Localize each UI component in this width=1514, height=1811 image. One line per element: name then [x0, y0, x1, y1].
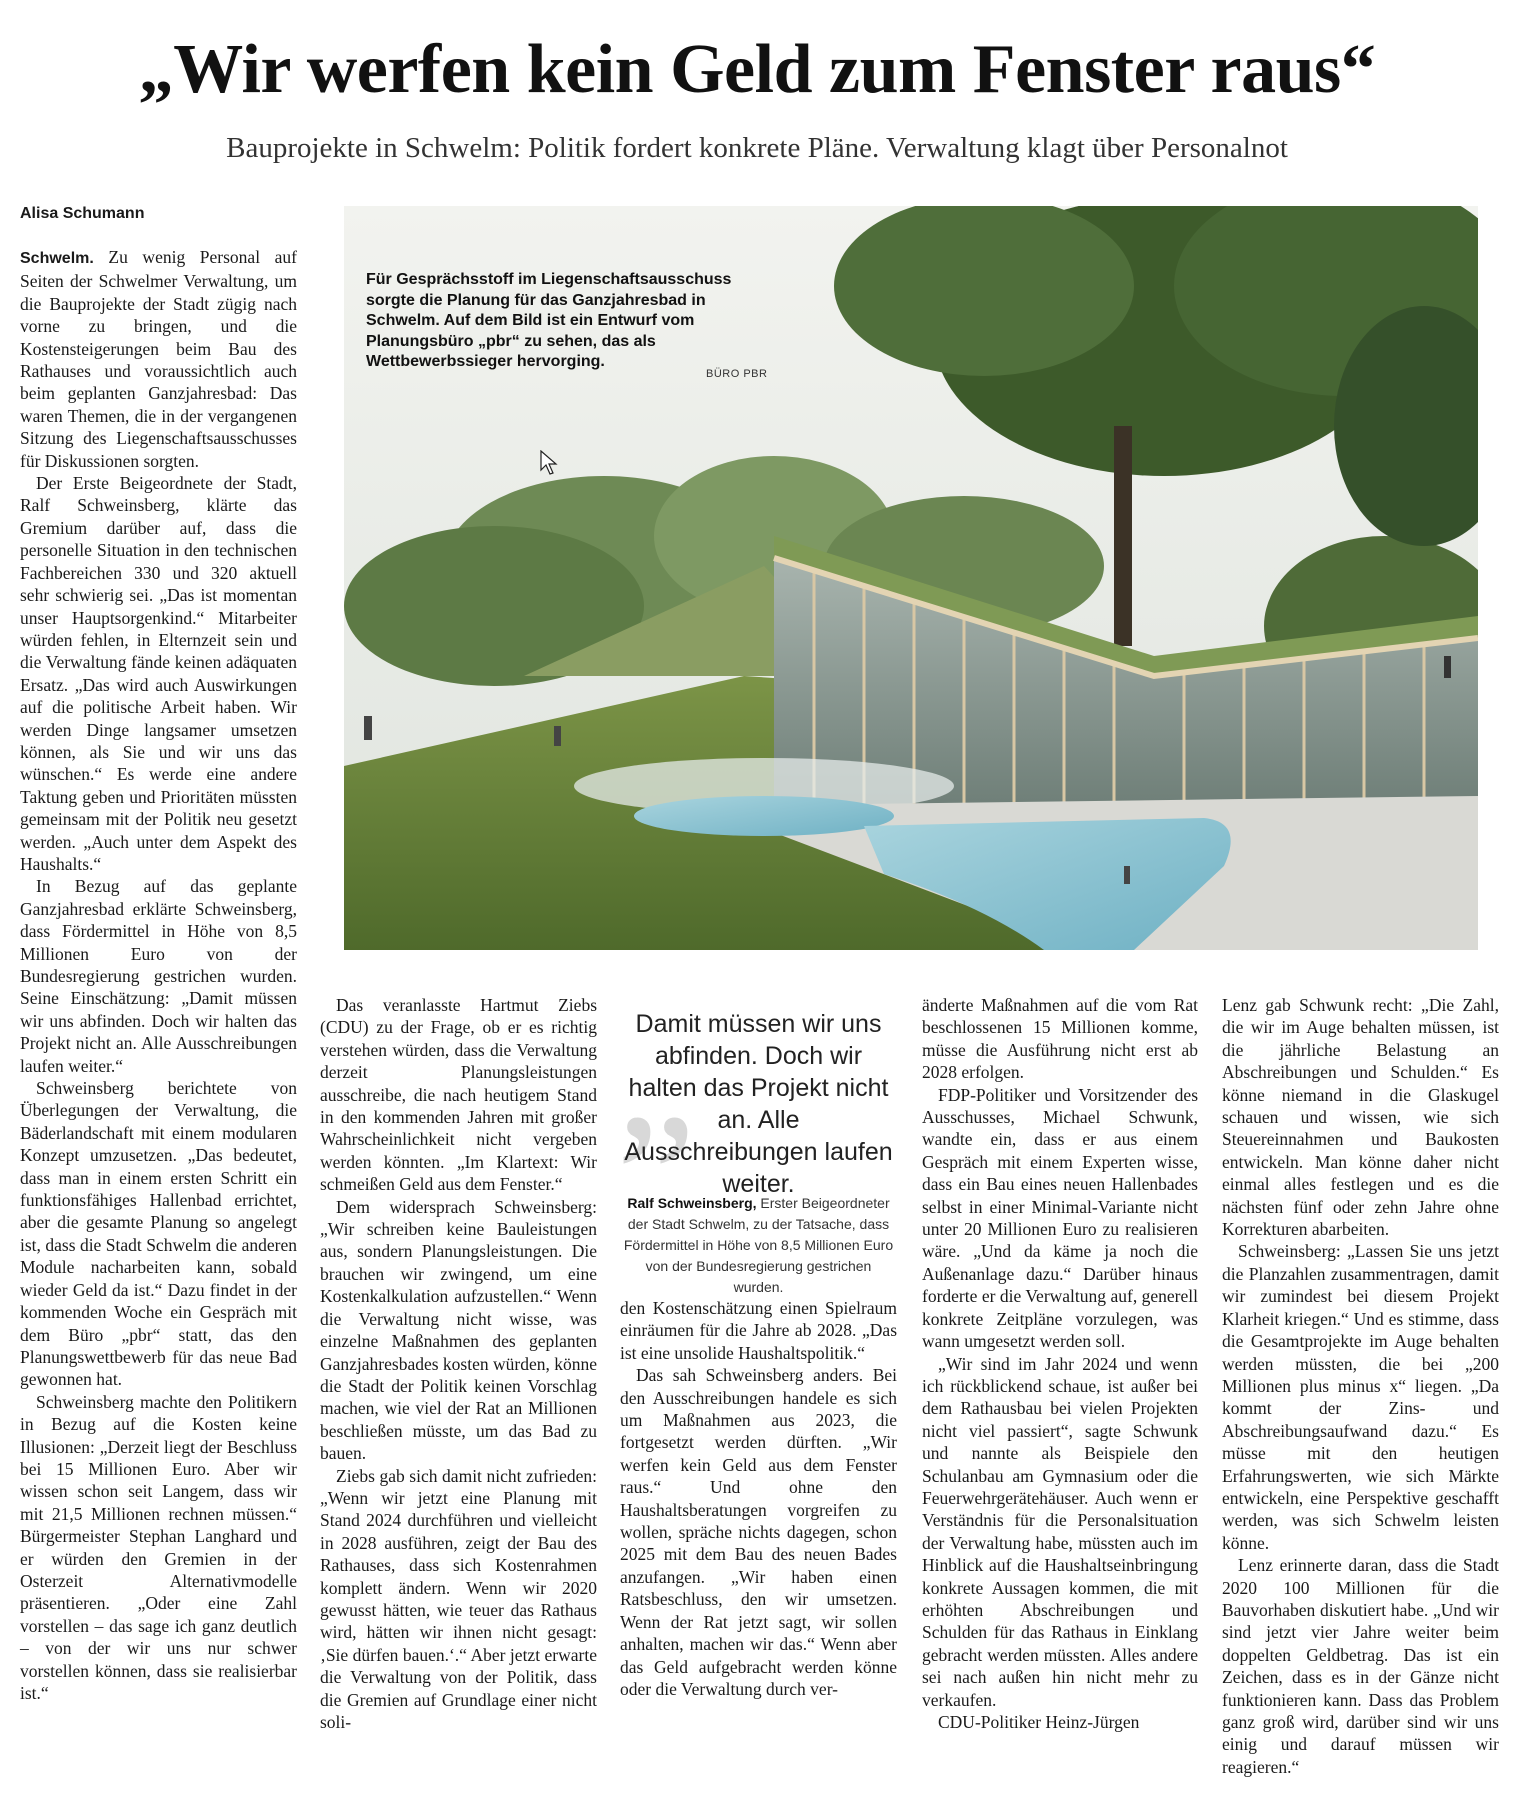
article-paragraph: Lenz erinnerte daran, dass die Stadt 2020 100 Millionen für die Bauvorhaben diskutiert habe. „Und wir sind jetzt vier Jahre weiter beim doppelten Geldbetrag. Das ist ein Zeichen, dass es in der Gänze nicht funktionieren kann. Dass das Problem ganz groß wird, darüber sind wir uns einig und darauf müssen wir reagieren.“	[1222, 1555, 1499, 1777]
article-paragraph: CDU-Politiker Heinz-Jürgen	[938, 1712, 1140, 1732]
author-byline: Alisa Schumann	[20, 205, 145, 222]
mouse-cursor-icon	[540, 450, 558, 476]
article-paragraph: Schweinsberg machte den Politikern in Bezug auf die Kosten keine Illusionen: „Derzeit liegt der Beschluss bei 15 Millionen Euro. Aber wir wissen schon seit Langem, dass wir mit 21,5 Millionen rechnen müssen.“ Bürgermeister Stephan Langhard und er würden den Gremien in der Osterzeit Alternativmodelle präsentieren. „Oder eine Zahl vorstellen – das sage ich ganz deutlich – von der wir uns nur schwer vorstellen können, dass sie realisierbar ist.“	[20, 1391, 297, 1703]
article-paragraph: Schwelm. Zu wenig Personal auf Seiten der Schwelmer Verwaltung, um die Bauprojekte der Stadt zügig nach vorne zu bringen, und die Kostensteigerungen beim Bau des Rathauses und voraussichtlich auch beim geplanten Ganzjahresbad: Das waren Themen, die in der vergangenen Sitzung des Liegenschaftsausschusses für Diskussionen sorgten.	[20, 247, 297, 471]
dateline: Schwelm.	[20, 250, 94, 267]
article-column-5	[1222, 994, 1499, 1778]
headline: „Wir werfen kein Geld zum Fenster raus“	[138, 31, 1376, 108]
pull-quote: Damit müssen wir uns abfinden. Doch wir halten das Projekt nicht an. Alle Ausschreibungen laufen weiter.	[624, 1010, 893, 1198]
article-paragraph: Schweinsberg berichtete von Überlegungen der Verwaltung, die Bäderlandschaft mit einem modularen Konzept umzusetzen. „Das bedeutet, dass man in einem ersten Schritt ein funktionsfähiges Hallenbad errichtet, aber die gesamte Planung so angelegt ist, dass die Stadt Schwelm die anderen Module nacharbeiten kann, sobald wieder Geld da ist.“ Dazu findet in der kommenden Woche ein Gespräch mit dem Büro „pbr“ statt, das den Planungswettbewerb für das neue Bad gewonnen hat.	[20, 1078, 297, 1390]
article-paragraph: Schweinsberg: „Lassen Sie uns jetzt die Planzahlen zusammentragen, damit wir zumindest bei diesem Projekt Klarheit kriegen.“ Und es stimme, dass die Gesamtprojekte im Auge behalten werden müssten, die bei „200 Millionen plus minus x“ liegen. „Da kommt der Zins- und Abschreibungsaufwand dazu.“ Es müsse mit den heutigen Erfahrungswerten, wie sich Märkte entwickeln, eine Perspektive geschafft werden, was sich Schwelm leisten könne.	[1222, 1241, 1499, 1553]
article-column-4	[922, 994, 1198, 1733]
article-paragraph: änderte Maßnahmen auf die vom Rat beschlossenen 15 Millionen komme, müsse die Ausführung nicht erst ab 2028 erfolgen.	[922, 995, 1198, 1083]
article-paragraph: In Bezug auf das geplante Ganzjahresbad erklärte Schweinsberg, dass Fördermittel in Höhe von 8,5 Millionen Euro von der Bundesregierung gestrichen wurden. Seine Einschätzung: „Damit müssen wir uns abfinden. Doch wir halten das Projekt nicht an. Alle Ausschreibungen laufen weiter.“	[20, 876, 297, 1076]
quote-mark-icon: „	[616, 976, 696, 1175]
pull-quote-attribution: Ralf Schweinsberg, Erster Beigeordneter der Stadt Schwelm, zu der Tatsache, dass Fördermittel in Höhe von 8,5 Millionen Euro von der Bundesregierung gestrichen wurden.	[623, 1195, 894, 1295]
article-paragraph: Der Erste Beigeordnete der Stadt, Ralf Schweinsberg, klärte das Gremium darüber auf, dass die personelle Situation in den technischen Fachbereichen 330 und 320 aktuell sehr schwierig sei. „Das ist momentan unser Hauptsorgenkind.“ Mitarbeiter würden fehlen, in Elternzeit sein und die Verwaltung fände keinen adäquaten Ersatz. „Das wird auch Auswirkungen auf die politische Arbeit haben. Wir werden Dinge langsamer umsetzen können, als Sie und wir uns das wünschen.“ Es werde eine andere Taktung geben und Prioritäten müssten gemeinsam mit der Politik neu gesetzt werden. „Auch unter dem Aspekt des Haushalts.“	[20, 473, 297, 874]
article-paragraph: „Wir sind im Jahr 2024 und wenn ich rückblickend schaue, ist außer bei dem Rathausbau bei vielen Projekten nicht viel passiert“, sagte Schwunk und nannte als Beispiele den Schulanbau am Gymnasium oder die Feuerwehrgerätehäuser. Auch wenn er Verständnis für die Personalsituation der Verwaltung habe, müssten auch im Hinblick auf die Haushaltseinbringung konkrete Aussagen kommen, die mit erhöhten Abschreibungen und Schulden für das Rathaus in Einklang gebracht werden müssten. Alles andere sei nach außen hin nicht mehr zu verkaufen.	[922, 1353, 1198, 1710]
article-paragraph: Das veranlasste Hartmut Ziebs (CDU) zu der Frage, ob er es richtig verstehen würden, dass die Verwaltung derzeit Planungsleistungen ausschreibe, die nach heutigem Stand in den kommenden Jahren mit großer Wahrscheinlichkeit nicht vergeben werden könnten. „Im Klartext: Wir schmeißen Geld aus dem Fenster.“	[320, 995, 597, 1195]
article-paragraph: Ziebs gab sich damit nicht zufrieden: „Wenn wir jetzt eine Planung mit Stand 2024 durchführen und vielleicht in 2028 ausführen, zeigt der Bau des Rathauses, dass sich Kostenrahmen komplett ändern. Wenn wir 2020 gewusst hätten, wie teuer das Rathaus wird, hätten wir ihnen nicht gesagt: ‚Sie dürfen bauen.‘.“ Aber jetzt erwarte die Verwaltung von der Politik, dass die Gremien auf Grundlage einer nicht soli-	[320, 1465, 597, 1732]
article-paragraph: den Kostenschätzung einen Spielraum einräumen für die Jahre ab 2028. „Das ist eine unsolide Haushaltspolitik.“	[620, 1298, 897, 1363]
pull-quote-speaker: Ralf Schweinsberg,	[627, 1195, 757, 1211]
photo-caption: Für Gesprächsstoff im Liegenschaftsausschuss sorgte die Planung für das Ganzjahresbad in Schwelm. Auf dem Bild ist ein Entwurf vom Planungsbüro „pbr“ zu sehen, das als Wettbewerbssieger hervorging.	[366, 271, 732, 370]
article-paragraph: Lenz gab Schwunk recht: „Die Zahl, die wir im Auge behalten müssen, ist die jährliche Belastung an Abschreibungen und Schulden.“ Es könne niemand in die Glaskugel schauen und wissen, wie sich Steuereinnahmen und Baukosten entwickeln. Man könne daher nicht einmal alles festlegen und es die nächsten fünf oder zehn Jahre ohne Korrekturen abarbeiten.	[1222, 995, 1499, 1240]
article-column-1	[20, 246, 297, 1704]
photo-credit: BÜRO PBR	[706, 368, 768, 380]
article-paragraph: FDP-Politiker und Vorsitzender des Ausschusses, Michael Schwunk, wandte ein, dass er aus einem Gespräch mit einem Experten wisse, dass ein Bau eines neuen Hallenbades selbst in einer Minimal-Variante nicht unter 20 Millionen Euro zu realisieren wäre. „Und da käme ja noch die Außenanlage dazu.“ Darüber hinaus forderte er die Verwaltung auf, generell konkrete Zeitpläne vorzulegen, was wann umgesetzt werden soll.	[922, 1084, 1198, 1352]
article-column-3	[620, 1297, 897, 1700]
subline: Bauprojekte in Schwelm: Politik fordert konkrete Pläne. Verwaltung klagt über Personalnot	[226, 132, 1288, 164]
article-column-2	[320, 994, 597, 1733]
article-paragraph: Das sah Schweinsberg anders. Bei den Ausschreibungen handele es sich um Maßnahmen aus 2023, die fortgesetzt werden dürften. „Wir werfen kein Geld aus dem Fenster raus.“ Und ohne den Haushaltsberatungen vorgreifen zu wollen, spräche nichts dagegen, schon 2025 mit dem Bau des neuen Bades anzufangen. „Wir haben einen Ratsbeschluss, den wir umsetzen. Wenn der Rat jetzt sagt, wir sollen anhalten, machen wir das.“ Wenn aber das Geld aufgebracht werden könne oder die Verwaltung durch ver-	[620, 1365, 897, 1699]
article-paragraph: Dem widersprach Schweinsberg: „Wir schreiben keine Bauleistungen aus, sondern Planungsleistungen. Die brauchen wir zwingend, um eine Kostenkalkulation aufzustellen.“ Wenn die Verwaltung nicht wisse, was einzelne Maßnahmen des geplanten Ganzjahresbades kosten würden, könne die Stadt der Politik keinen Vorschlag machen, wie viel der Rat an Millionen beschließen müsste, um das Bad zu bauen.	[320, 1196, 597, 1464]
